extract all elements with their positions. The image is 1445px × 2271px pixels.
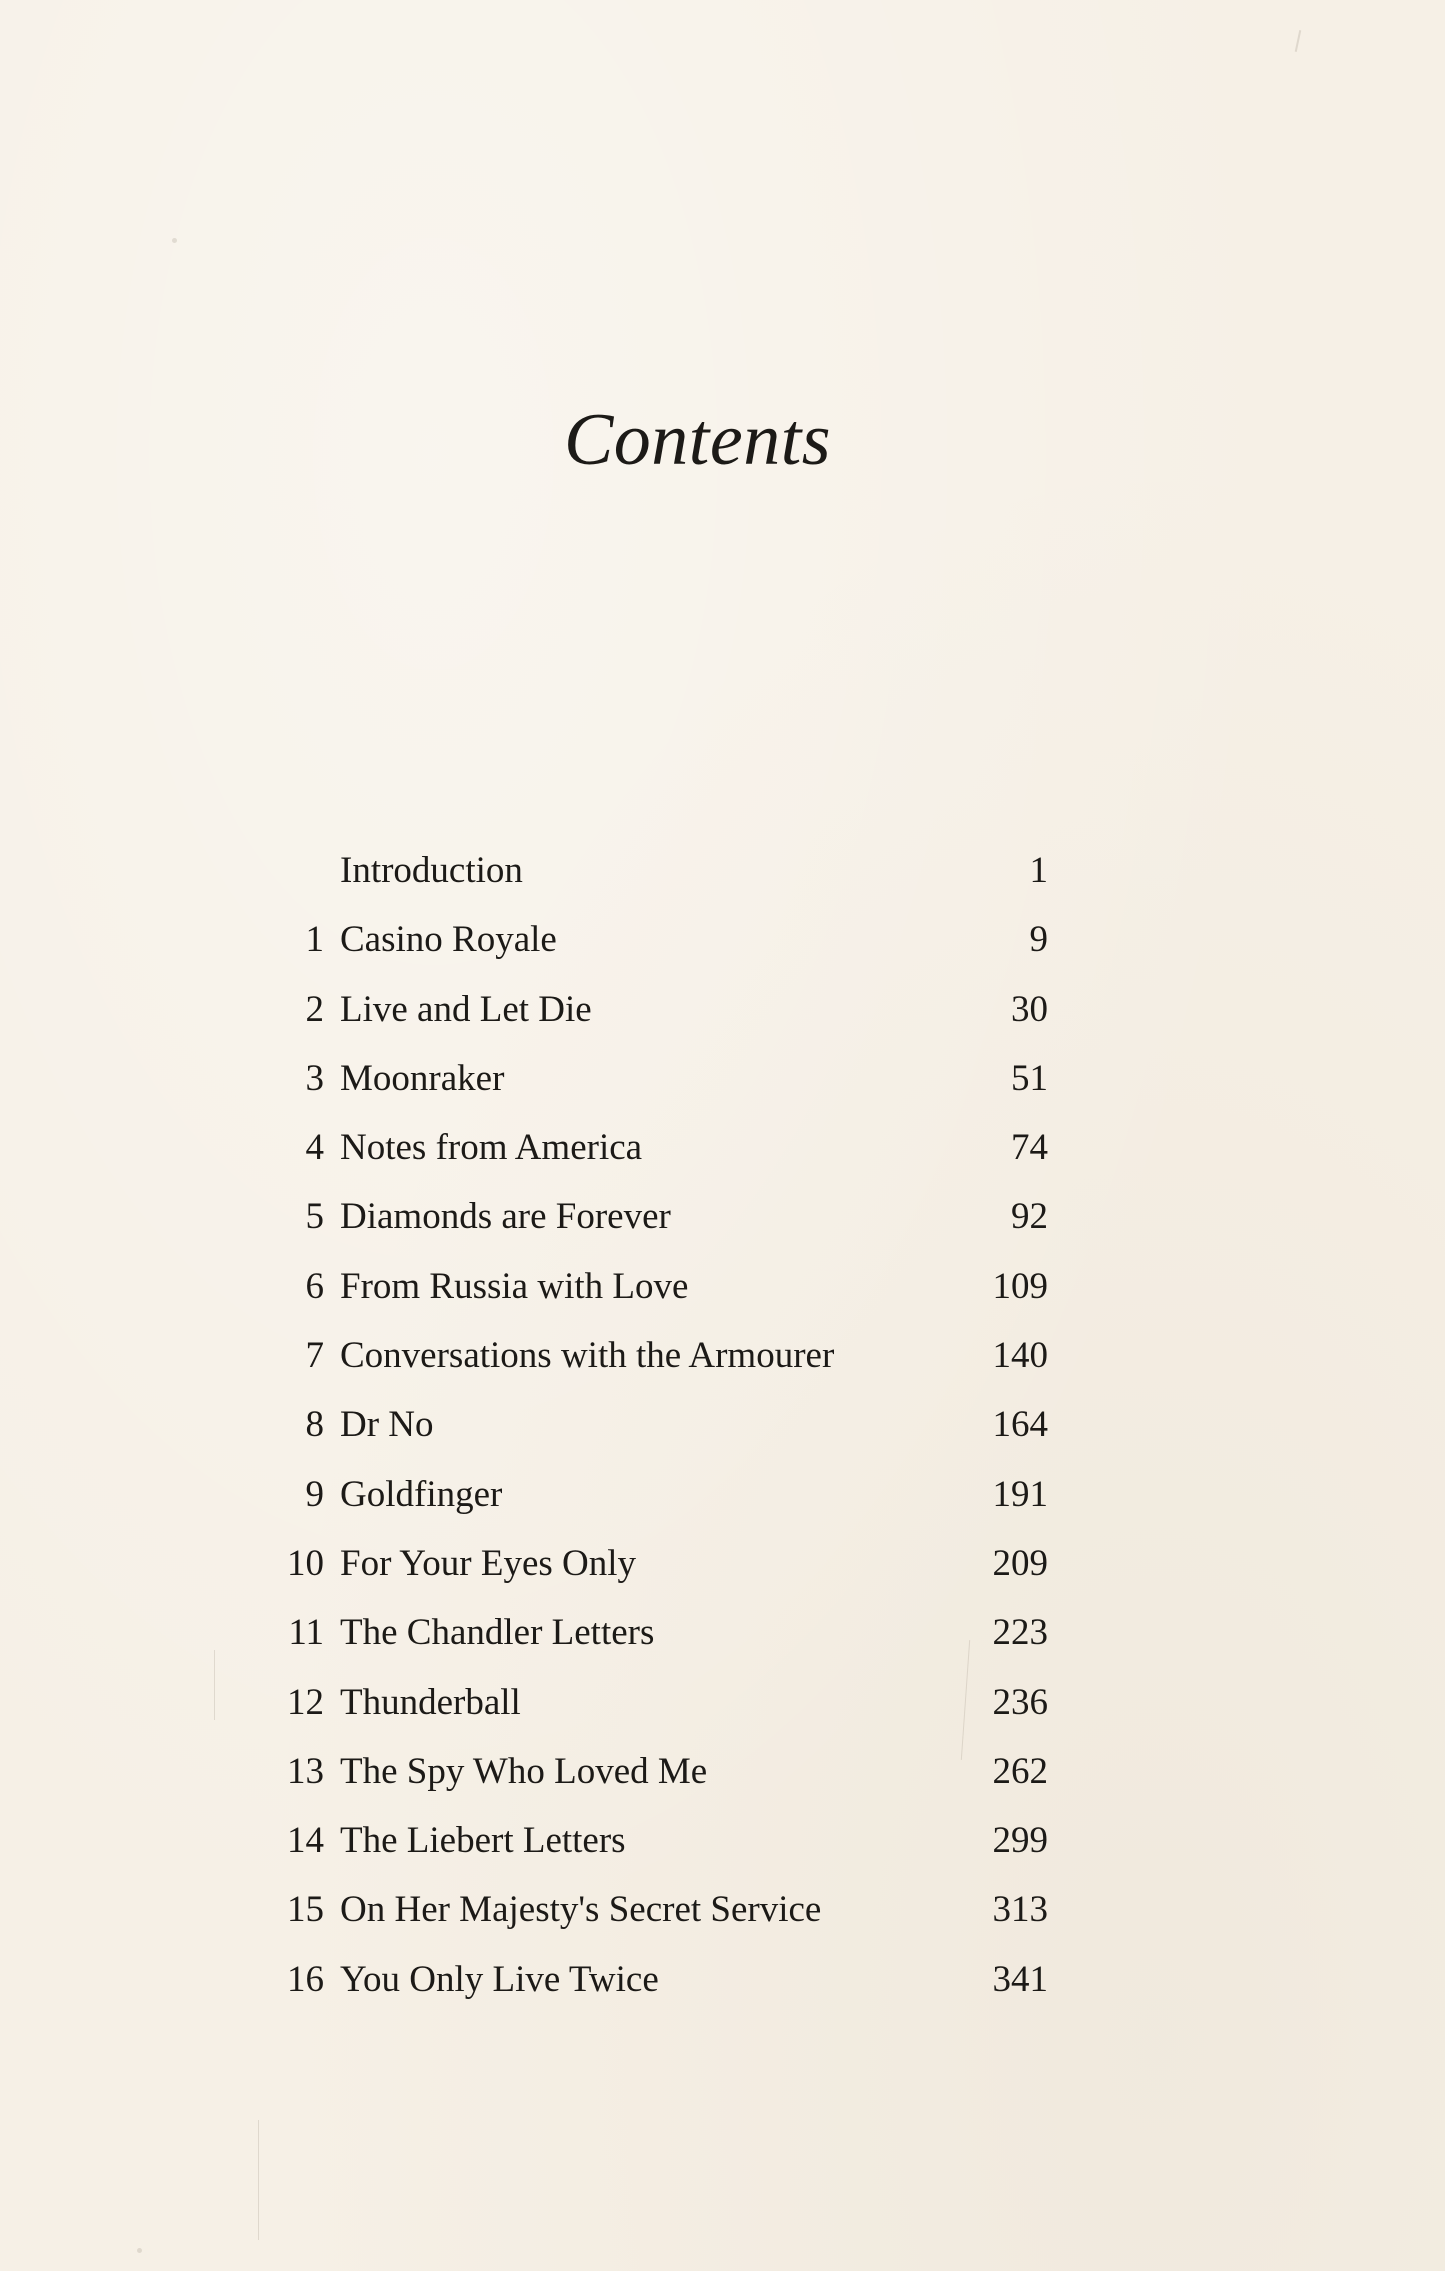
page-number: 341 (992, 1958, 1048, 2000)
chapter-title: Thunderball (340, 1681, 521, 1723)
page-number: 299 (992, 1820, 1048, 1862)
page-number: 9 (1029, 919, 1048, 961)
chapter-title: Diamonds are Forever (340, 1196, 671, 1238)
chapter-title: The Liebert Letters (340, 1820, 626, 1862)
toc-entry (270, 1598, 1060, 1667)
toc-entry (270, 1529, 1060, 1598)
chapter-number: 13 (287, 1750, 324, 1792)
toc-entry (270, 836, 1060, 905)
chapter-title: From Russia with Love (340, 1265, 689, 1307)
toc-entry (270, 1668, 1060, 1737)
toc-entry (270, 905, 1060, 974)
chapter-title: Live and Let Die (340, 988, 592, 1030)
chapter-number: 3 (305, 1057, 324, 1099)
toc-entry (270, 1390, 1060, 1459)
chapter-title: Conversations with the Armourer (340, 1335, 835, 1377)
chapter-title: The Spy Who Loved Me (340, 1750, 708, 1792)
chapter-number: 14 (287, 1820, 324, 1862)
scan-speck (172, 238, 177, 243)
chapter-title: On Her Majesty's Secret Service (340, 1889, 822, 1931)
page-number: 313 (992, 1889, 1048, 1931)
toc-entry (270, 1044, 1060, 1113)
chapter-number: 8 (305, 1404, 324, 1446)
chapter-number: 2 (305, 988, 324, 1030)
page-number: 109 (992, 1265, 1048, 1307)
page-title: Contents (563, 399, 832, 481)
chapter-title: Goldfinger (340, 1473, 503, 1515)
page-number: 164 (992, 1404, 1048, 1446)
table-of-contents (270, 836, 1060, 2014)
chapter-title: The Chandler Letters (340, 1612, 655, 1654)
toc-entry (270, 1252, 1060, 1321)
chapter-title: Notes from America (340, 1127, 643, 1169)
chapter-number: 6 (305, 1265, 324, 1307)
toc-entry (270, 1321, 1060, 1390)
chapter-number: 15 (287, 1889, 324, 1931)
scan-mark (258, 2120, 259, 2240)
toc-entry (270, 1875, 1060, 1944)
toc-entry (270, 1945, 1060, 2014)
toc-entry (270, 1113, 1060, 1182)
toc-entry (270, 1460, 1060, 1529)
page-number: 74 (1011, 1127, 1048, 1169)
page-number: 209 (992, 1542, 1048, 1584)
chapter-number: 11 (288, 1612, 324, 1654)
scan-mark (214, 1650, 215, 1720)
chapter-number: 5 (305, 1196, 324, 1238)
chapter-number: 7 (305, 1335, 324, 1377)
scan-mark (1295, 30, 1302, 52)
chapter-title: You Only Live Twice (340, 1958, 659, 2000)
chapter-number: 12 (287, 1681, 324, 1723)
chapter-title: Casino Royale (340, 919, 557, 961)
page-number: 140 (992, 1335, 1048, 1377)
chapter-title: Moonraker (340, 1057, 505, 1099)
toc-entry (270, 1737, 1060, 1806)
page-number: 30 (1011, 988, 1048, 1030)
toc-entry (270, 975, 1060, 1044)
chapter-title: Introduction (340, 850, 523, 891)
chapter-title: For Your Eyes Only (340, 1542, 637, 1584)
chapter-number: 1 (305, 919, 324, 961)
chapter-number: 16 (287, 1958, 324, 2000)
chapter-number: 10 (287, 1542, 324, 1584)
toc-entry (270, 1806, 1060, 1875)
page-number: 1 (1029, 850, 1048, 891)
chapter-number: 9 (305, 1473, 324, 1515)
scan-speck (137, 2248, 142, 2253)
page-number: 262 (992, 1750, 1048, 1792)
page-number: 223 (992, 1612, 1048, 1654)
page-number: 51 (1011, 1057, 1048, 1099)
page-number: 92 (1011, 1196, 1048, 1238)
page-number: 236 (992, 1681, 1048, 1723)
toc-entry (270, 1182, 1060, 1251)
chapter-title: Dr No (340, 1404, 434, 1446)
chapter-number: 4 (305, 1127, 324, 1169)
page-number: 191 (992, 1473, 1048, 1515)
